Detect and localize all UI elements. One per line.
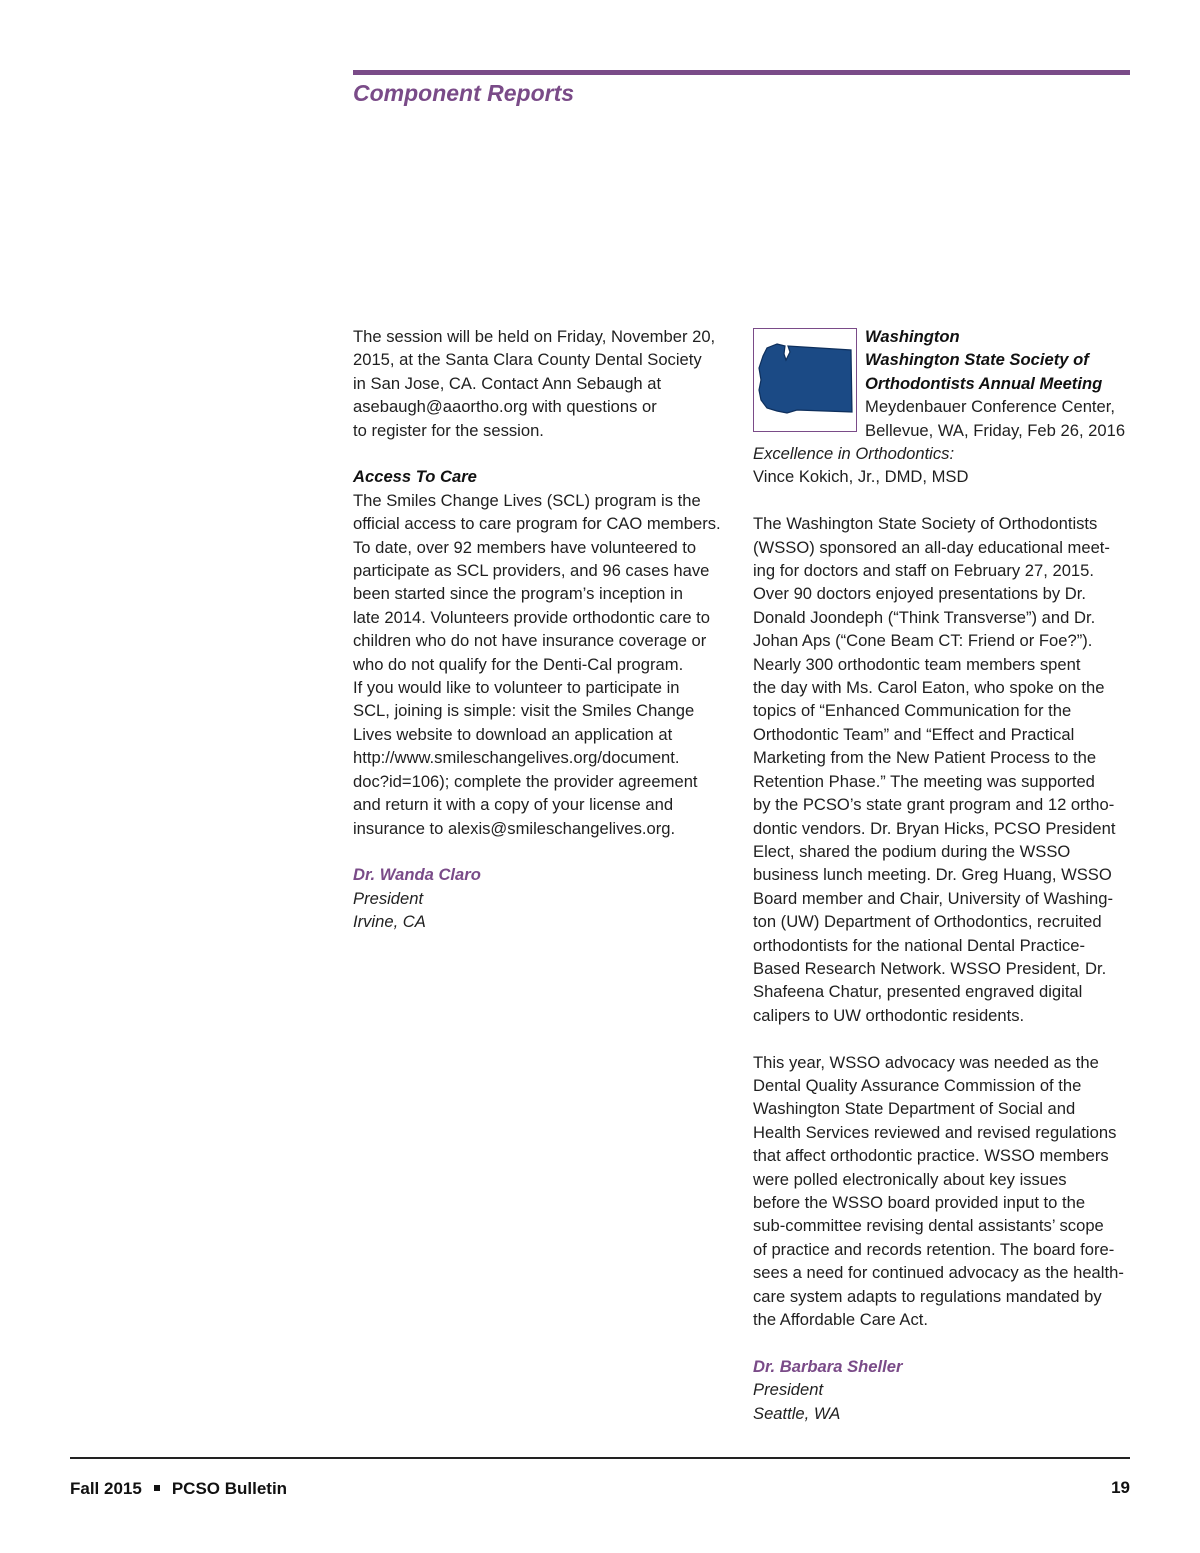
signature-location: Seattle, WA bbox=[753, 1403, 841, 1423]
text-line: Marketing from the New Patient Process to the bbox=[753, 748, 1097, 768]
footer-issue: Fall 2015 bbox=[70, 1479, 142, 1498]
meeting-title-line: Orthodontists Annual Meeting bbox=[865, 373, 1103, 393]
text-line: Orthodontic Team” and “Effect and Practical bbox=[753, 724, 1075, 744]
text-line: business lunch meeting. Dr. Greg Huang, WSSO bbox=[753, 865, 1112, 885]
text-line: Donald Joondeph (“Think Transverse”) and Dr. bbox=[753, 607, 1096, 627]
text-line: SCL, joining is simple: visit the Smiles Change bbox=[353, 701, 695, 721]
text-line: that affect orthodontic practice. WSSO members bbox=[753, 1146, 1109, 1166]
text-line: care system adapts to regulations mandated by bbox=[753, 1286, 1102, 1306]
left-column bbox=[353, 325, 731, 934]
footer-publication-name: PCSO Bulletin bbox=[171, 1479, 288, 1498]
text-line: (WSSO) sponsored an all-day educational meet- bbox=[753, 537, 1110, 557]
text-line: Board member and Chair, University of Washing- bbox=[753, 888, 1113, 908]
text-line: participate as SCL providers, and 96 cases have bbox=[353, 561, 710, 581]
topic-line: Excellence in Orthodontics: bbox=[753, 444, 955, 464]
venue-line: Bellevue, WA, Friday, Feb 26, 2016 bbox=[865, 420, 1126, 440]
text-line: Based Research Network. WSSO President, Dr. bbox=[753, 958, 1107, 978]
text-line: Over 90 doctors enjoyed presentations by Dr. bbox=[753, 584, 1086, 604]
text-line: been started since the program’s inception in bbox=[353, 584, 683, 604]
access-paragraph bbox=[353, 489, 731, 840]
signature-title: President bbox=[353, 888, 424, 908]
signature-block bbox=[753, 1355, 1131, 1425]
text-line: If you would like to volunteer to participate in bbox=[353, 678, 680, 698]
text-line: The Smiles Change Lives (SCL) program is the bbox=[353, 490, 701, 510]
text-line: to register for the session. bbox=[353, 420, 544, 440]
text-line: and return it with a copy of your license and bbox=[353, 795, 674, 815]
square-bullet-icon bbox=[154, 1485, 160, 1491]
wsso-paragraph-1 bbox=[753, 512, 1131, 1027]
text-line: who do not qualify for the Denti-Cal program. bbox=[353, 654, 684, 674]
text-line: dontic vendors. Dr. Bryan Hicks, PCSO President bbox=[753, 818, 1116, 838]
text-line: Lives website to download an application at bbox=[353, 724, 673, 744]
washington-state-map-icon bbox=[753, 328, 857, 432]
access-heading: Access To Care bbox=[353, 467, 477, 487]
washington-map-shape bbox=[755, 340, 855, 420]
text-line: Health Services reviewed and revised regulations bbox=[753, 1122, 1117, 1142]
text-line: Nearly 300 orthodontic team members spent bbox=[753, 654, 1081, 674]
text-line: Johan Aps (“Cone Beam CT: Friend or Foe?”). bbox=[753, 631, 1093, 651]
text-line: official access to care program for CAO members. bbox=[353, 514, 721, 534]
text-line: calipers to UW orthodontic residents. bbox=[753, 1005, 1025, 1025]
text-line: before the WSSO board provided input to the bbox=[753, 1193, 1086, 1212]
footer-publication bbox=[70, 1479, 287, 1499]
section-title: Component Reports bbox=[353, 80, 575, 106]
top-divider bbox=[353, 70, 1130, 75]
speaker-line: Vince Kokich, Jr., DMD, MSD bbox=[753, 467, 969, 487]
text-line: ing for doctors and staff on February 27, 2015. bbox=[753, 561, 1094, 581]
text-line: of practice and records retention. The board fore- bbox=[753, 1239, 1115, 1259]
signature-title: President bbox=[753, 1380, 824, 1400]
text-line: the day with Ms. Carol Eaton, who spoke on the bbox=[753, 678, 1105, 698]
text-line: Elect, shared the podium during the WSSO bbox=[753, 841, 1071, 861]
text-line: Retention Phase.” The meeting was supported bbox=[753, 771, 1095, 791]
signature-name: Dr. Wanda Claro bbox=[353, 865, 481, 885]
text-line: This year, WSSO advocacy was needed as the bbox=[753, 1052, 1099, 1072]
text-line: Washington State Department of Social and bbox=[753, 1099, 1076, 1119]
meeting-title-line: Washington State Society of bbox=[865, 350, 1089, 370]
wsso-paragraph-2 bbox=[753, 1051, 1131, 1332]
text-line: ton (UW) Department of Orthodontics, recruited bbox=[753, 912, 1102, 932]
text-line: in San Jose, CA. Contact Ann Sebaugh at bbox=[353, 373, 662, 393]
text-line: The Washington State Society of Orthodontists bbox=[753, 514, 1098, 534]
text-line: children who do not have insurance coverage or bbox=[353, 631, 707, 651]
signature-location: Irvine, CA bbox=[353, 912, 426, 932]
text-line: asebaugh@aaortho.org with questions or bbox=[353, 397, 657, 417]
text-line: Dental Quality Assurance Commission of the bbox=[753, 1075, 1082, 1095]
intro-paragraph bbox=[353, 325, 731, 442]
text-line: by the PCSO’s state grant program and 12 ortho- bbox=[753, 795, 1115, 815]
text-line: doc?id=106); complete the provider agreement bbox=[353, 771, 698, 791]
venue-line: Meydenbauer Conference Center, bbox=[865, 397, 1115, 417]
text-line: http://www.smileschangelives.org/document. bbox=[353, 748, 680, 768]
text-line: were polled electronically about key issues bbox=[753, 1169, 1067, 1189]
text-line: sees a need for continued advocacy as the health- bbox=[753, 1263, 1124, 1283]
state-heading: Washington bbox=[865, 327, 960, 346]
text-line: Shafeena Chatur, presented engraved digital bbox=[753, 982, 1083, 1002]
text-line: insurance to alexis@smileschangelives.org. bbox=[353, 818, 676, 838]
right-column bbox=[753, 325, 1131, 1425]
footer-divider bbox=[70, 1457, 1130, 1459]
text-line: To date, over 92 members have volunteered to bbox=[353, 537, 697, 557]
signature-name: Dr. Barbara Sheller bbox=[753, 1356, 903, 1376]
text-line: 2015, at the Santa Clara County Dental Society bbox=[353, 350, 702, 370]
page-number: 19 bbox=[1111, 1478, 1130, 1497]
text-line: sub-committee revising dental assistants’ scope bbox=[753, 1216, 1104, 1236]
text-line: the Affordable Care Act. bbox=[753, 1310, 928, 1330]
text-line: topics of “Enhanced Communication for the bbox=[753, 701, 1072, 721]
text-line: orthodontists for the national Dental Practice- bbox=[753, 935, 1086, 955]
text-line: The session will be held on Friday, November 20, bbox=[353, 327, 716, 346]
signature-block bbox=[353, 863, 731, 933]
text-line: late 2014. Volunteers provide orthodontic care to bbox=[353, 607, 711, 627]
